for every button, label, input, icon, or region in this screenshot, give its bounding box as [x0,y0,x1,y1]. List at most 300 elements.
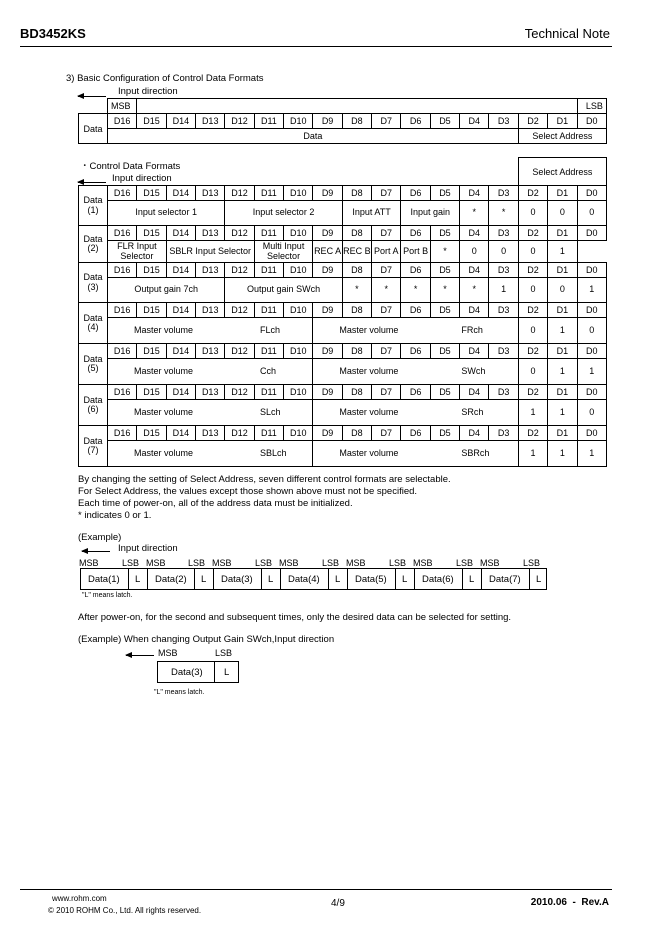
bit-cell: D2 [518,114,547,129]
bit-cell: D6 [401,303,430,318]
format-label: Data (4) [79,303,108,344]
bit-cell: D6 [401,186,430,201]
bit-cell: D1 [548,385,577,400]
channel-label: Cch [260,366,277,376]
format-field: * [372,278,401,303]
format-bit-row [79,426,607,441]
sequence-latch: L [469,574,475,585]
bit-cell: D16 [108,226,137,241]
format-field: Output gain 7ch [108,278,225,303]
bit-cell: D3 [489,385,518,400]
note-line: * indicates 0 or 1. [78,510,152,521]
bit-cell: D10 [284,114,313,129]
format-field: 1 [518,441,547,467]
sequence-data: Data(5) [355,574,387,585]
bit-cell: D0 [577,186,606,201]
format-field: * [430,241,459,263]
bit-cell: D0 [577,344,606,359]
sequence-data: Data(2) [155,574,187,585]
format-content-row [79,400,607,426]
bit-cell: D14 [166,226,195,241]
channel-label: SRch [461,407,484,417]
format-field [313,400,518,426]
bit-cell: D15 [137,263,166,278]
bit-cell: D10 [284,186,313,201]
bit-cell: D4 [460,226,489,241]
bit-cell: D13 [196,426,225,441]
sequence-latch: L [135,574,141,585]
bit-cell: D5 [430,344,459,359]
bit-cell: D2 [518,385,547,400]
bit-cell: D9 [313,385,342,400]
example-input-direction: Input direction [118,543,178,554]
sequence-divider [481,568,482,590]
volume-label: Master volume [134,325,194,335]
format-bit-row [79,344,607,359]
bit-cell: D12 [225,385,254,400]
volume-label: Master volume [339,448,399,458]
bit-cell: D11 [254,114,283,129]
format-field [313,359,518,385]
bit-cell: D2 [518,226,547,241]
bit-cell: D5 [430,226,459,241]
sequence-latch: L [268,574,274,585]
bit-cell: D9 [313,186,342,201]
section-title: 3) Basic Configuration of Control Data Formats [66,73,264,84]
footer-copyright: © 2010 ROHM Co., Ltd. All rights reserved. [48,906,202,915]
header-rule [20,46,612,47]
bit-cell: D4 [460,303,489,318]
example2-latch-note: "L" means latch. [154,689,205,696]
format-bit-row [79,303,607,318]
bit-cell: D1 [548,263,577,278]
bit-cell: D7 [372,426,401,441]
bit-cell: D8 [342,385,371,400]
format-bit-row [79,226,607,241]
note-line: For Select Address, the values except those shown above must not be specified. [78,486,418,497]
select-address-span: Select Address [518,129,606,144]
format-field: 0 [518,278,547,303]
after-power-note: After power-on, for the second and subsequent times, only the desired data can be selected for setting. [78,612,512,623]
msb-lsb-row [79,99,607,114]
channel-label: FRch [461,325,483,335]
bit-cell: D2 [518,426,547,441]
bit-cell: D8 [342,303,371,318]
format-field: 1 [548,400,577,426]
format-field: * [460,201,489,226]
sequence-msb: MSB [79,558,99,568]
bit-cell: D11 [254,186,283,201]
bit-cell: D10 [284,303,313,318]
lsb-label: LSB [577,99,606,114]
bit-cell: D13 [196,263,225,278]
bit-cell: D13 [196,344,225,359]
bit-cell: D16 [108,186,137,201]
bit-cell: D7 [372,303,401,318]
bit-cell: D11 [254,385,283,400]
bit-cell: D5 [430,114,459,129]
format-content-row [79,359,607,385]
bit-cell: D4 [460,385,489,400]
format-field [313,441,518,467]
data-span: Data [108,129,519,144]
sequence-msb: MSB [480,558,500,568]
msb-label: MSB [108,99,137,114]
bit-cell: D4 [460,263,489,278]
bit-cell: D10 [284,263,313,278]
volume-label: Master volume [134,366,194,376]
format-field: 0 [518,318,547,344]
bit-cell: D9 [313,114,342,129]
format-field: 0 [489,241,518,263]
volume-label: Master volume [134,407,194,417]
bit-cell: D6 [401,385,430,400]
sequence-msb: MSB [212,558,232,568]
bit-cell: D13 [196,114,225,129]
example2-msb: MSB [158,648,178,658]
bit-cell: D7 [372,226,401,241]
sequence-divider [414,568,415,590]
sequence-divider [194,568,195,590]
sequence-divider [347,568,348,590]
format-bit-row [79,186,607,201]
format-field: Output gain SWch [225,278,342,303]
bit-cell: D7 [372,263,401,278]
format-field: 0 [518,241,547,263]
sequence-data: Data(6) [422,574,454,585]
sequence-msb: MSB [413,558,433,568]
format-field: 1 [489,278,518,303]
format-field: Port A [372,241,401,263]
channel-label: FLch [260,325,281,335]
bit-cell: D15 [137,226,166,241]
bit-cell: D9 [313,226,342,241]
sequence-data: Data(7) [489,574,521,585]
format-field: REC B [342,241,371,263]
bit-cell: D3 [489,226,518,241]
bit-cell: D15 [137,303,166,318]
bit-cell: D0 [577,385,606,400]
format-content-row [79,278,607,303]
bit-cell: D5 [430,303,459,318]
bit-cell: D12 [225,303,254,318]
bit-cell: D12 [225,426,254,441]
example2-data: Data(3) [171,667,203,678]
bit-cell: D13 [196,303,225,318]
bit-cell: D5 [430,263,459,278]
bit-cell: D1 [548,303,577,318]
bit-cell: D7 [372,186,401,201]
basic-format-table [78,98,607,144]
bit-cell: D5 [430,186,459,201]
format-field: Input selector 2 [225,201,342,226]
formats-title: ・Control Data Formats [80,161,181,172]
bit-cell: D14 [166,385,195,400]
bit-cell: D16 [108,385,137,400]
format-field: REC A [313,241,342,263]
bit-cell: D0 [577,303,606,318]
format-label: Data (7) [79,426,108,467]
format-field: 1 [548,441,577,467]
format-field: Input ATT [342,201,401,226]
format-field: 0 [577,318,606,344]
bit-cell: D2 [518,344,547,359]
bit-cell: D11 [254,226,283,241]
sequence-divider [214,661,215,683]
format-field: * [489,201,518,226]
bit-cell: D6 [401,114,430,129]
footer-url[interactable]: www.rohm.com [52,894,107,903]
bit-cell: D8 [342,114,371,129]
bit-cell: D16 [108,263,137,278]
sequence-lsb: LSB [389,558,407,568]
channel-label: SWch [461,366,486,376]
volume-label: Master volume [339,325,399,335]
sequence-latch: L [201,574,207,585]
format-field [108,441,313,467]
sequence-divider [213,568,214,590]
bit-cell: D2 [518,303,547,318]
bit-cell: D8 [342,426,371,441]
format-content-row [79,318,607,344]
format-label: Data (5) [79,344,108,385]
bit-cell: D3 [489,263,518,278]
input-direction-label: Input direction [118,86,178,97]
bit-cell: D14 [166,344,195,359]
bit-cell: D6 [401,344,430,359]
bit-cell: D15 [137,114,166,129]
volume-label: Master volume [134,448,194,458]
example2-sequence [157,661,239,683]
format-field: Input gain [401,201,460,226]
format-field: 0 [577,201,606,226]
bit-cell: D14 [166,114,195,129]
bit-cell: D9 [313,426,342,441]
document-type: Technical Note [524,26,610,41]
bit-cell: D10 [284,226,313,241]
format-field: 1 [548,241,577,263]
bit-cell: D6 [401,426,430,441]
example-title: (Example) [78,532,122,543]
format-field: 0 [577,400,606,426]
format-field: Input selector 1 [108,201,225,226]
bit-cell: D16 [108,303,137,318]
bit-cell: D9 [313,303,342,318]
format-field [108,400,313,426]
format-field [108,359,313,385]
format-label: Data (1) [79,186,108,226]
bit-cell: D11 [254,426,283,441]
bit-cell: D11 [254,303,283,318]
bit-cell: D0 [577,263,606,278]
format-label: Data (2) [79,226,108,263]
bit-cell: D10 [284,385,313,400]
bit-cell: D0 [577,226,606,241]
bit-cell: D2 [518,186,547,201]
format-field: 0 [548,278,577,303]
format-field: 0 [460,241,489,263]
latch-note: "L" means latch. [82,592,133,599]
bit-cell: D1 [548,226,577,241]
bit-cell: D14 [166,263,195,278]
channel-label: SLch [260,407,281,417]
bit-cell: D14 [166,303,195,318]
format-field: Port B [401,241,430,263]
format-field: 1 [577,278,606,303]
bit-cell: D6 [401,263,430,278]
bit-cell: D4 [460,426,489,441]
sequence-data: Data(1) [88,574,120,585]
sequence-data: Data(3) [221,574,253,585]
sequence-lsb: LSB [322,558,340,568]
bit-cell: D7 [372,114,401,129]
bit-cell: D16 [108,426,137,441]
format-field: 1 [548,318,577,344]
example-direction-arrow-icon [82,551,110,552]
format-field: 0 [518,201,547,226]
format-field: 1 [518,400,547,426]
format-field: * [460,278,489,303]
bit-cell: D7 [372,385,401,400]
format-field: 0 [518,359,547,385]
bit-cell: D14 [166,186,195,201]
bit-cell: D5 [430,385,459,400]
bit-cell: D16 [108,114,137,129]
format-bit-row [79,263,607,278]
sequence-msb: MSB [146,558,166,568]
sequence-lsb: LSB [122,558,140,568]
bit-cell: D9 [313,344,342,359]
volume-label: Master volume [339,407,399,417]
formats-input-direction: Input direction [112,173,172,184]
sequence-divider [261,568,262,590]
input-direction-arrow-icon [78,96,106,97]
bit-cell: D4 [460,186,489,201]
note-line: Each time of power-on, all of the address data must be initialized. [78,498,353,509]
sequence-latch: L [335,574,341,585]
bit-cell: D11 [254,263,283,278]
bit-cell: D8 [342,344,371,359]
format-field: 1 [577,359,606,385]
bit-cell: D3 [489,186,518,201]
bit-cell: D13 [196,186,225,201]
bit-cell: D9 [313,263,342,278]
select-address-header: Select Address [518,158,606,186]
example2-lsb: LSB [215,648,233,658]
bit-cell: D6 [401,226,430,241]
data-sequence [80,568,547,590]
bit-cell: D4 [460,114,489,129]
format-field: 0 [548,201,577,226]
data-row-label: Data [79,114,108,144]
bit-cell: D12 [225,226,254,241]
channel-label: SBRch [461,448,490,458]
format-field: 1 [577,441,606,467]
bit-cell: D1 [548,186,577,201]
sequence-lsb: LSB [188,558,206,568]
sequence-latch: L [536,574,542,585]
bit-cell: D15 [137,186,166,201]
bit-cell: D7 [372,344,401,359]
bit-cell: D8 [342,226,371,241]
format-bit-row [79,385,607,400]
sequence-latch: L [402,574,408,585]
format-label: Data (6) [79,385,108,426]
bit-cell: D15 [137,344,166,359]
bit-cell: D13 [196,385,225,400]
sequence-divider [529,568,530,590]
example2-direction-arrow-icon [126,655,154,656]
format-label: Data (3) [79,263,108,303]
format-content-row [79,201,607,226]
sequence-divider [147,568,148,590]
footer-rule [20,889,612,890]
sequence-lsb: LSB [456,558,474,568]
format-field: Multi Input Selector [254,241,313,263]
bit-cell: D0 [577,114,606,129]
bit-cell: D1 [548,426,577,441]
example2-title: (Example) When changing Output Gain SWch,Input direction [78,634,335,645]
bit-cell: D8 [342,186,371,201]
sequence-divider [280,568,281,590]
sequence-divider [462,568,463,590]
bit-cell: D15 [137,426,166,441]
bit-cell: D3 [489,114,518,129]
bit-cell: D5 [430,426,459,441]
bit-cell: D12 [225,263,254,278]
example2-latch: L [224,667,230,678]
bit-cell: D3 [489,303,518,318]
bit-cell: D3 [489,344,518,359]
bit-cell: D1 [548,344,577,359]
note-line: By changing the setting of Select Address, seven different control formats are selectable. [78,474,451,485]
sequence-divider [328,568,329,590]
format-content-row [79,441,607,467]
page-number: 4/9 [331,898,345,909]
bit-cell: D4 [460,344,489,359]
bit-cell: D11 [254,344,283,359]
bit-cell: D12 [225,186,254,201]
format-content-row [79,241,607,263]
sequence-lsb: LSB [255,558,273,568]
sequence-msb: MSB [346,558,366,568]
sequence-divider [395,568,396,590]
control-formats-table [78,157,607,467]
channel-label: SBLch [260,448,287,458]
sequence-msb: MSB [279,558,299,568]
bit-cell: D12 [225,344,254,359]
bit-cell: D14 [166,426,195,441]
bit-cell: D15 [137,385,166,400]
bit-cell: D0 [577,426,606,441]
format-field: * [342,278,371,303]
revision: 2010.06 - Rev.A [530,897,609,908]
format-field: SBLR Input Selector [166,241,254,263]
sequence-divider [128,568,129,590]
part-number: BD3452KS [20,26,86,41]
format-field [313,318,518,344]
bit-cell: D13 [196,226,225,241]
bit-cell: D12 [225,114,254,129]
volume-label: Master volume [339,366,399,376]
format-field [108,318,313,344]
bit-cell: D1 [548,114,577,129]
bit-cell: D3 [489,426,518,441]
format-field: * [430,278,459,303]
bit-cell: D2 [518,263,547,278]
format-field: 1 [548,359,577,385]
sequence-lsb: LSB [523,558,541,568]
